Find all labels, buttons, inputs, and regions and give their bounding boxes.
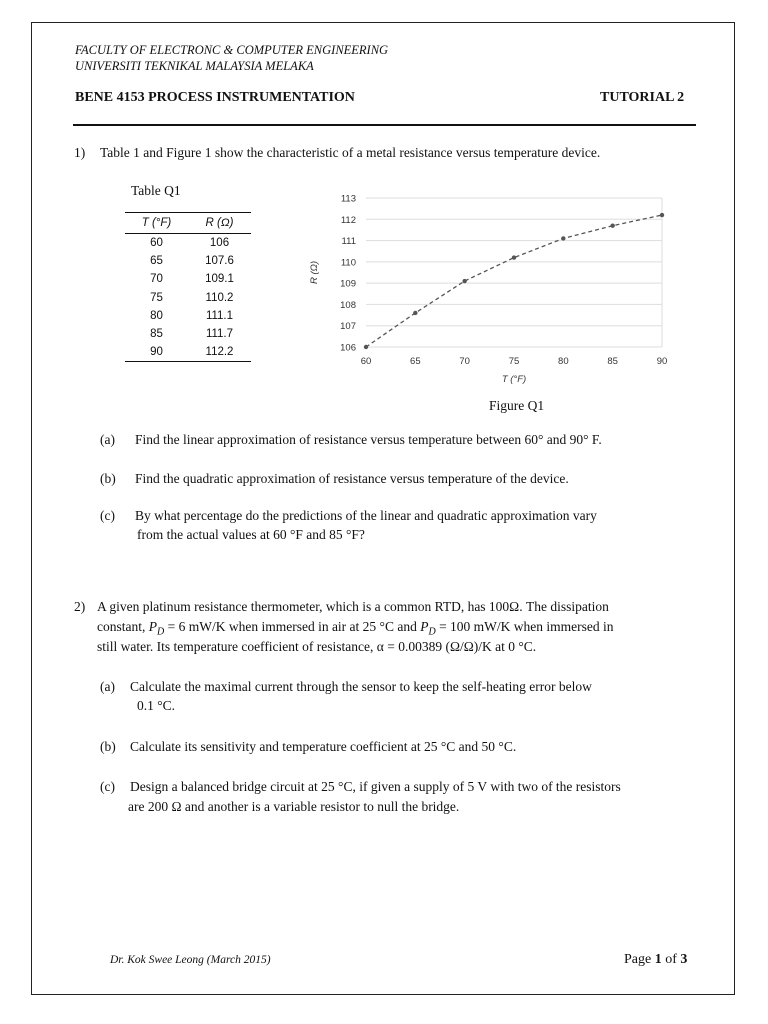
- q1-part-text-cont: from the actual values at 60 °F and 85 °F?: [137, 527, 365, 542]
- table-title: Table Q1: [131, 183, 181, 198]
- of-word: of: [661, 952, 681, 967]
- y-tick-label: 107: [340, 321, 356, 333]
- table-cell: 111.1: [205, 309, 234, 322]
- x-tick-label: 80: [558, 356, 569, 367]
- y-tick-label: 112: [340, 214, 356, 226]
- q1-part-label: (a): [100, 432, 115, 447]
- q1-part-text: Find the quadratic approximation of resistance versus temperature of the device.: [135, 471, 569, 486]
- pd-subscript: D: [428, 626, 436, 638]
- y-tick-label: 108: [340, 299, 356, 311]
- table-row: [125, 343, 251, 362]
- q1-number: 1): [74, 145, 86, 160]
- pd-symbol: P: [420, 619, 429, 634]
- table-cell: 106: [209, 237, 230, 250]
- figure-caption: Figure Q1: [489, 398, 545, 413]
- q2-part-label: (b): [100, 739, 116, 754]
- header-rule: [73, 124, 696, 126]
- table-cell: 112.2: [205, 346, 234, 359]
- table-row: [125, 289, 251, 307]
- table-cell: 85: [150, 328, 163, 341]
- table-row: [125, 307, 251, 325]
- table-cell: 75: [150, 291, 163, 304]
- data-point: [610, 223, 614, 227]
- faculty-name: FACULTY OF ELECTRONC & COMPUTER ENGINEERING: [75, 43, 389, 57]
- page-word: Page: [624, 952, 655, 967]
- q2-part-text-cont: 0.1 °C.: [137, 698, 176, 713]
- col-header-temperature: T (°F): [141, 217, 172, 229]
- q2-part-text: Design a balanced bridge circuit at 25 °C, if given a supply of 5 V with two of the resistors: [130, 779, 621, 794]
- footer-author: Dr. Kok Swee Leong (March 2015): [110, 954, 271, 966]
- y-tick-label: 110: [340, 257, 356, 269]
- pd-symbol: P: [148, 619, 157, 634]
- q1-text: Table 1 and Figure 1 show the characteristic of a metal resistance versus temperature device.: [100, 145, 601, 160]
- q2-line-1: A given platinum resistance thermometer, which is a common RTD, has 100Ω. The dissipation: [97, 599, 609, 614]
- data-point: [364, 345, 368, 349]
- page-current: 1: [654, 952, 662, 967]
- x-tick-label: 60: [360, 356, 372, 367]
- q2-part-text: Calculate its sensitivity and temperature coefficient at 25 °C and 50 °C.: [130, 739, 517, 754]
- table-cell: 90: [150, 346, 163, 359]
- pd-subscript: D: [157, 626, 165, 638]
- y-tick-label: 111: [341, 236, 356, 248]
- x-tick-label: 65: [410, 356, 421, 367]
- table-row: [125, 252, 251, 270]
- resistance-temperature-chart: [285, 186, 685, 391]
- q2-line-2b: = 6 mW/K when immersed in air at 25 °C and: [164, 619, 421, 634]
- y-axis-label: R (Ω): [309, 260, 320, 285]
- x-tick-label: 75: [508, 356, 520, 367]
- course-title: BENE 4153 PROCESS INSTRUMENTATION: [75, 90, 355, 105]
- table-row: [125, 325, 251, 343]
- tutorial-label: TUTORIAL 2: [600, 90, 685, 105]
- q2-line-2a: constant,: [97, 619, 149, 634]
- table-cell: 109.1: [205, 273, 234, 286]
- page-number: [624, 952, 687, 968]
- x-tick-label: 90: [656, 356, 668, 367]
- table-cell: 110.2: [205, 291, 234, 304]
- table-cell: 65: [150, 255, 163, 268]
- data-point: [462, 279, 466, 283]
- page-total: 3: [680, 952, 688, 967]
- q2-part-label: (c): [100, 779, 115, 794]
- q2-part-label: (a): [100, 679, 115, 694]
- table-cell: 60: [150, 237, 163, 250]
- series-line: [366, 215, 662, 347]
- data-point: [413, 311, 417, 315]
- q2-line-2c: = 100 mW/K when immersed in: [435, 619, 614, 634]
- data-point: [660, 213, 664, 217]
- q1-part-text: Find the linear approximation of resistance versus temperature between 60° and 90° F.: [135, 432, 602, 447]
- table-cell: 70: [150, 273, 163, 286]
- data-table: [125, 212, 251, 362]
- y-tick-label: 109: [340, 278, 356, 290]
- y-tick-label: 113: [340, 193, 356, 205]
- x-tick-label: 85: [607, 356, 618, 367]
- data-point: [561, 236, 565, 240]
- q1-part-text: By what percentage do the predictions of the linear and quadratic approximation vary: [135, 508, 597, 523]
- table-cell: 80: [150, 309, 163, 322]
- q2-line-3: still water. Its temperature coefficient of resistance, α = 0.00389 (Ω/Ω)/K at 0 °C.: [97, 639, 537, 654]
- data-point: [512, 255, 516, 259]
- q1-part-label: (b): [100, 471, 116, 486]
- q2-part-text: Calculate the maximal current through the sensor to keep the self-heating error below: [130, 679, 592, 694]
- x-axis-label: T (°F): [501, 374, 527, 385]
- table-header-row: [125, 212, 251, 234]
- table-cell: 111.7: [205, 328, 234, 341]
- table-cell: 107.6: [205, 255, 234, 268]
- x-tick-label: 70: [459, 356, 470, 367]
- table-row: [125, 270, 251, 288]
- q1-part-label: (c): [100, 508, 115, 523]
- q2-number: 2): [74, 599, 86, 614]
- q2-part-text-cont: are 200 Ω and another is a variable resistor to null the bridge.: [128, 799, 460, 814]
- university-name: UNIVERSITI TEKNIKAL MALAYSIA MELAKA: [75, 59, 314, 73]
- y-tick-label: 106: [340, 342, 356, 354]
- table-row: [125, 234, 251, 252]
- col-header-resistance: R (Ω): [205, 217, 234, 229]
